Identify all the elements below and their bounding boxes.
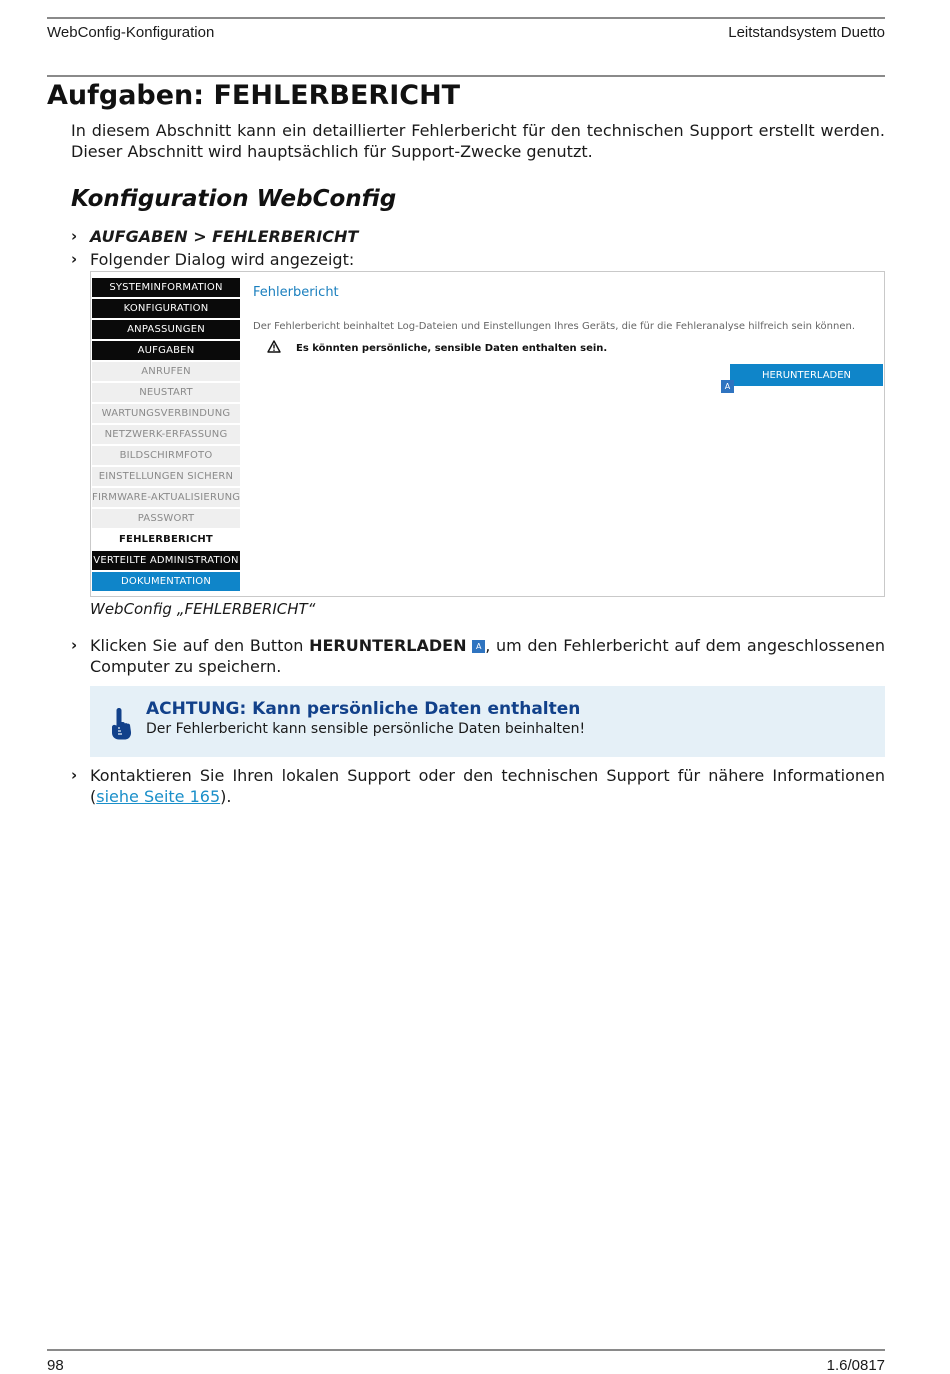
step-dialog-shown: [71, 249, 885, 270]
step-text: [90, 765, 885, 807]
submenu-item-einstellungen-sichern[interactable]: EINSTELLUNGEN SICHERN: [92, 467, 240, 486]
chevron-right-icon: ›: [71, 766, 78, 784]
chevron-right-icon: ›: [71, 227, 78, 245]
step-text-prefix: Kontaktieren Sie Ihren lokalen Support oder den technischen Support für nähere Informationen (: [90, 766, 885, 806]
callout-badge-a: A: [721, 380, 734, 393]
step-contact-support: [71, 765, 885, 807]
download-button[interactable]: HERUNTERLADEN: [730, 364, 883, 386]
webconfig-sidebar: [92, 278, 240, 593]
step-text: Folgender Dialog wird angezeigt:: [90, 250, 355, 269]
step-text-suffix: , um den Fehlerbericht auf dem angeschlossenen Computer zu speichern.: [90, 636, 886, 676]
section-heading: Konfiguration WebConfig: [71, 186, 397, 212]
header-left: WebConfig-Konfiguration: [47, 24, 215, 41]
menu-item-anpassungen[interactable]: ANPASSUNGEN: [92, 320, 240, 339]
step-text: [90, 635, 885, 677]
submenu-item-netzwerk-erfassung[interactable]: NETZWERK-ERFASSUNG: [92, 425, 240, 444]
submenu-item-wartungsverbindung[interactable]: WARTUNGSVERBINDUNG: [92, 404, 240, 423]
menu-item-konfiguration[interactable]: KONFIGURATION: [92, 299, 240, 318]
header-rule-top: [47, 17, 885, 19]
submenu-item-anrufen[interactable]: ANRUFEN: [92, 362, 240, 381]
footer-rule: [47, 1349, 885, 1351]
step-nav-path: [71, 226, 885, 247]
figure-caption: WebConfig „FEHLERBERICHT“: [90, 600, 316, 618]
submenu-item-neustart[interactable]: NEUSTART: [92, 383, 240, 402]
menu-item-aufgaben[interactable]: AUFGABEN: [92, 341, 240, 360]
warning-text: Es könnten persönliche, sensible Daten enthalten sein.: [296, 343, 608, 354]
menu-item-dokumentation[interactable]: DOKUMENTATION: [92, 572, 240, 591]
step-text-prefix: Klicken Sie auf den Button: [90, 636, 310, 655]
raised-finger-icon: [109, 706, 133, 742]
header-right: Leitstandsystem Duetto: [728, 24, 885, 41]
warning-icon: [267, 340, 281, 353]
intro-paragraph: In diesem Abschnitt kann ein detaillierter Fehlerbericht für den technischen Support erstellt werden. Dieser Abschnitt wird hauptsächlich für Support-Zwecke genutzt.: [71, 121, 885, 161]
step-text-suffix: ).: [220, 787, 232, 806]
callout-badge-a: A: [472, 640, 485, 653]
header-rule-bottom: [47, 75, 885, 77]
step-click-download: [71, 635, 885, 677]
menu-item-verteilte-administration[interactable]: VERTEILTE ADMINISTRATION: [92, 551, 240, 570]
warning-note: [90, 686, 885, 757]
panel-title: Fehlerbericht: [253, 285, 339, 300]
document-version: 1.6/0817: [826, 1357, 885, 1374]
note-title: ACHTUNG: Kann persönliche Daten enthalten: [146, 699, 581, 719]
webconfig-screenshot: [90, 271, 885, 597]
chevron-right-icon: ›: [71, 250, 78, 268]
page-title: Aufgaben: FEHLERBERICHT: [47, 80, 461, 111]
submenu-item-passwort[interactable]: PASSWORT: [92, 509, 240, 528]
submenu-item-firmware-aktualisierung[interactable]: FIRMWARE-AKTUALISIERUNG: [92, 488, 240, 507]
submenu-item-bildschirmfoto[interactable]: BILDSCHIRMFOTO: [92, 446, 240, 465]
page-reference-link[interactable]: siehe Seite 165: [96, 787, 221, 806]
note-text: Der Fehlerbericht kann sensible persönliche Daten beinhalten!: [146, 721, 586, 737]
panel-description: Der Fehlerbericht beinhaltet Log-Dateien und Einstellungen Ihres Geräts, die für die Fehleranalyse hilfreich sein können.: [253, 321, 856, 332]
chevron-right-icon: ›: [71, 636, 78, 654]
menu-item-systeminformation[interactable]: SYSTEMINFORMATION: [92, 278, 240, 297]
button-reference: HERUNTERLADEN: [309, 636, 467, 655]
page-number: 98: [47, 1357, 64, 1374]
submenu-item-fehlerbericht[interactable]: FEHLERBERICHT: [92, 530, 240, 549]
menu-path: AUFGABEN > FEHLERBERICHT: [90, 227, 359, 246]
